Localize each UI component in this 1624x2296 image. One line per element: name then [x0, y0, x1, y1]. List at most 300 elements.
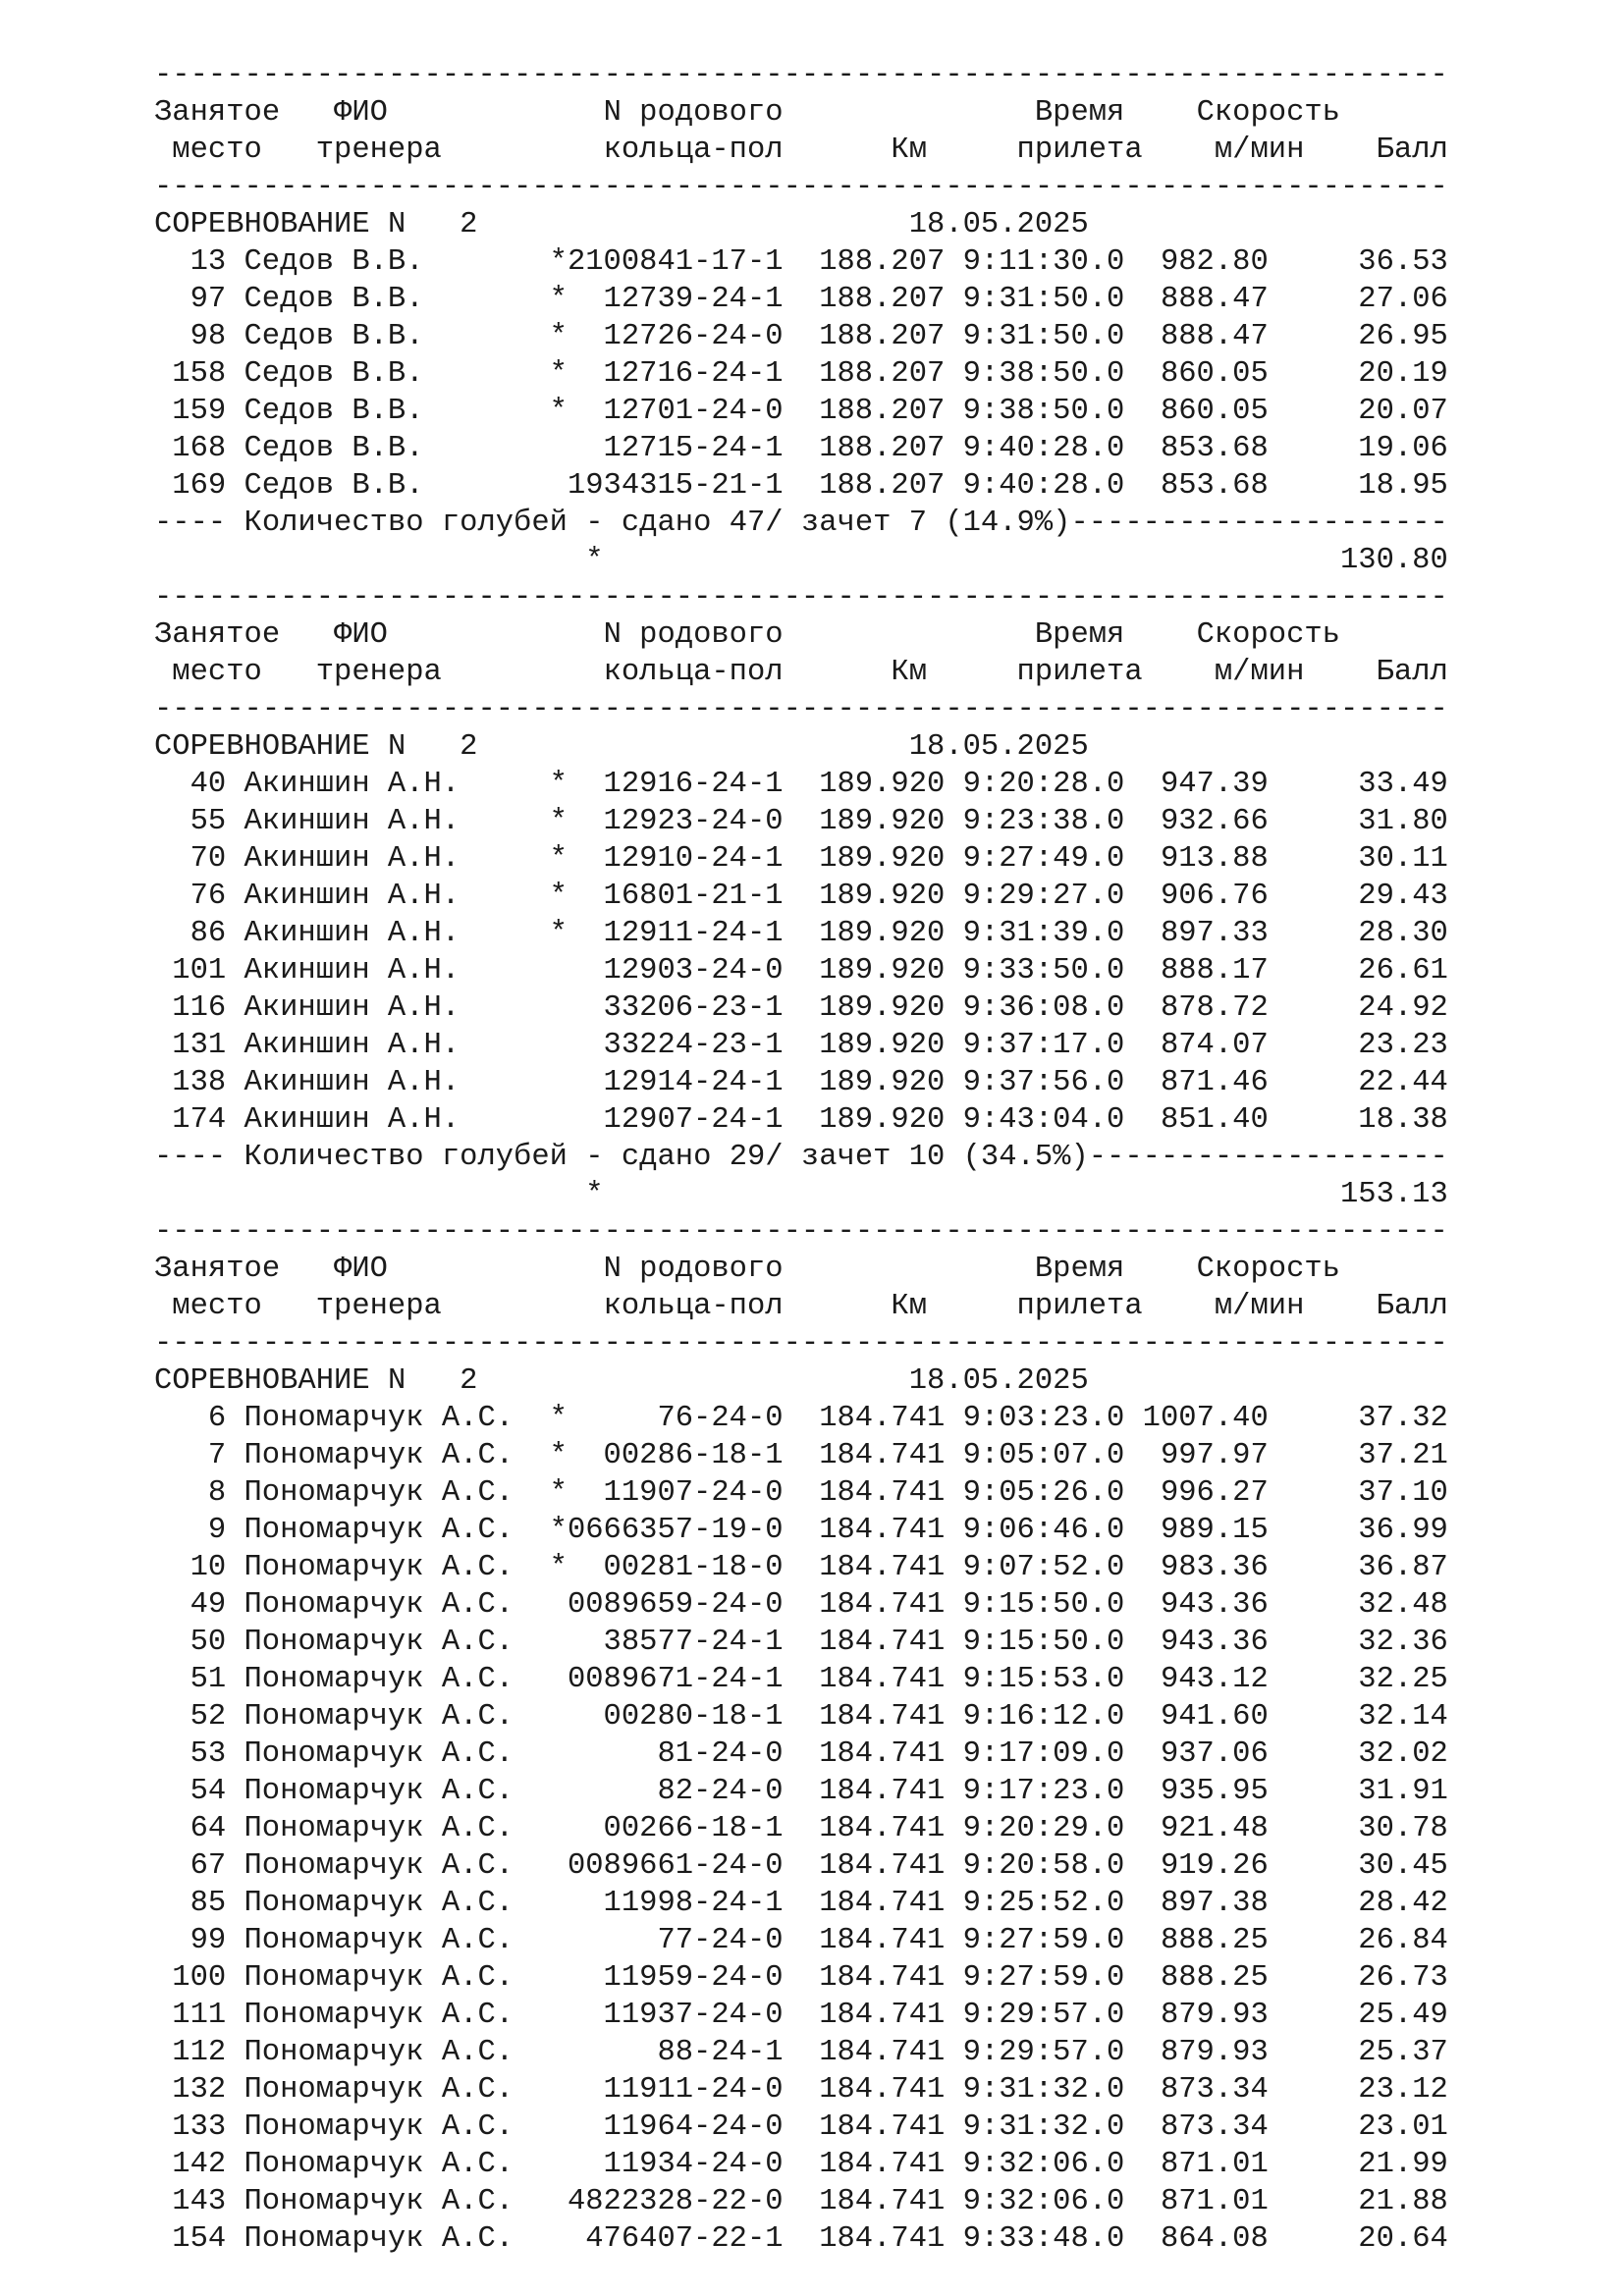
- time-cell: 9:31:50.0: [962, 283, 1125, 316]
- time-cell: 9:36:08.0: [962, 991, 1125, 1025]
- km-cell: 188.207: [819, 283, 946, 316]
- score-cell: 30.78: [1358, 1812, 1448, 1845]
- speed-cell: 932.66: [1160, 805, 1269, 838]
- competition-label: СОРЕВНОВАНИЕ N: [154, 1364, 406, 1398]
- ring-cell: 38577-24-1: [603, 1626, 784, 1659]
- ring-cell: 12916-24-1: [603, 768, 784, 801]
- ring-cell: 00266-18-1: [603, 1812, 784, 1845]
- speed-cell: 874.07: [1160, 1029, 1269, 1062]
- time-cell: 9:33:50.0: [962, 954, 1125, 988]
- trainer-name-cell: Акиншин А.Н.: [244, 805, 460, 838]
- place-cell: 13: [189, 245, 227, 279]
- score-cell: 32.48: [1358, 1588, 1448, 1622]
- header-place: Занятое: [154, 1253, 281, 1286]
- ring-cell: 12903-24-0: [603, 954, 784, 988]
- time-cell: 9:06:46.0: [962, 1514, 1125, 1547]
- place-cell: 100: [172, 1961, 227, 1995]
- header-time-2: прилета: [1016, 1290, 1143, 1323]
- km-cell: 184.741: [819, 1924, 946, 1957]
- speed-cell: 871.46: [1160, 1066, 1269, 1099]
- trainer-name-cell: Акиншин А.Н.: [244, 991, 460, 1025]
- score-cell: 20.64: [1358, 2222, 1448, 2256]
- ring-cell: 11937-24-0: [603, 1999, 784, 2032]
- ring-cell: 12726-24-0: [603, 320, 784, 353]
- speed-cell: 873.34: [1160, 2073, 1269, 2107]
- km-cell: 184.741: [819, 2185, 946, 2218]
- table-row: [154, 915, 1448, 952]
- km-cell: 188.207: [819, 357, 946, 391]
- place-cell: 111: [172, 1999, 227, 2032]
- score-cell: 18.38: [1358, 1103, 1448, 1137]
- time-cell: 9:15:53.0: [962, 1663, 1125, 1696]
- ring-cell: 00280-18-1: [603, 1700, 784, 1734]
- speed-cell: 888.25: [1160, 1924, 1269, 1957]
- total-mark: *: [585, 1178, 604, 1211]
- time-cell: 9:38:50.0: [962, 357, 1125, 391]
- header-row-1: [154, 1251, 1448, 1288]
- place-cell: 6: [207, 1402, 227, 1435]
- table-row: [154, 1810, 1448, 1847]
- time-cell: 9:05:07.0: [962, 1439, 1125, 1472]
- table-row: [154, 430, 1448, 467]
- ring-cell: 33224-23-1: [603, 1029, 784, 1062]
- table-row: [154, 281, 1448, 318]
- speed-cell: 935.95: [1160, 1775, 1269, 1808]
- trainer-name-cell: Пономарчук А.С.: [244, 1476, 514, 1510]
- score-cell: 21.99: [1358, 2148, 1448, 2181]
- place-cell: 101: [172, 954, 227, 988]
- speed-cell: 913.88: [1160, 842, 1269, 876]
- table-row: [154, 1512, 1448, 1549]
- trainer-name-cell: Акиншин А.Н.: [244, 842, 460, 876]
- score-cell: 36.53: [1358, 245, 1448, 279]
- time-cell: 9:15:50.0: [962, 1588, 1125, 1622]
- km-cell: 184.741: [819, 1999, 946, 2032]
- trainer-name-cell: Пономарчук А.С.: [244, 1849, 514, 1883]
- header-name-2: тренера: [315, 1290, 442, 1323]
- table-row: [154, 952, 1448, 989]
- ring-cell: 4822328-22-0: [567, 2185, 784, 2218]
- place-cell: 131: [172, 1029, 227, 1062]
- time-cell: 9:31:32.0: [962, 2073, 1125, 2107]
- trainer-name-cell: Пономарчук А.С.: [244, 1887, 514, 1920]
- ring-cell: 11998-24-1: [603, 1887, 784, 1920]
- header-place-2: место: [172, 133, 262, 167]
- header-name-2: тренера: [315, 656, 442, 689]
- ring-cell: 12911-24-1: [603, 917, 784, 950]
- header-name: ФИО: [334, 1253, 388, 1286]
- place-cell: 143: [172, 2185, 227, 2218]
- header-score: Балл: [1376, 1290, 1448, 1323]
- header-row-1: [154, 616, 1448, 654]
- header-ring-2: кольца-пол: [603, 656, 784, 689]
- header-time-2: прилета: [1016, 133, 1143, 167]
- mark-cell: *: [549, 1439, 568, 1472]
- speed-cell: 873.34: [1160, 2110, 1269, 2144]
- trainer-name-cell: Акиншин А.Н.: [244, 954, 460, 988]
- mark-cell: *: [549, 1476, 568, 1510]
- km-cell: 189.920: [819, 991, 946, 1025]
- competition-number: 2: [460, 208, 478, 241]
- km-cell: 184.741: [819, 1514, 946, 1547]
- place-cell: 138: [172, 1066, 227, 1099]
- table-row: [154, 2109, 1448, 2146]
- speed-cell: 860.05: [1160, 395, 1269, 428]
- speed-cell: 997.97: [1160, 1439, 1269, 1472]
- table-row: [154, 467, 1448, 505]
- time-cell: 9:15:50.0: [962, 1626, 1125, 1659]
- trainer-name-cell: Седов В.В.: [244, 245, 424, 279]
- km-cell: 184.741: [819, 1700, 946, 1734]
- speed-cell: 871.01: [1160, 2185, 1269, 2218]
- time-cell: 9:17:09.0: [962, 1737, 1125, 1771]
- separator-line: ------------------------------------------------------------------------: [154, 171, 1448, 204]
- score-cell: 36.99: [1358, 1514, 1448, 1547]
- trainer-name-cell: Седов В.В.: [244, 283, 424, 316]
- mark-cell: *: [549, 917, 568, 950]
- time-cell: 9:38:50.0: [962, 395, 1125, 428]
- ring-cell: 12739-24-1: [603, 283, 784, 316]
- place-cell: 8: [207, 1476, 227, 1510]
- ring-cell: 11934-24-0: [603, 2148, 784, 2181]
- speed-cell: 888.47: [1160, 320, 1269, 353]
- time-cell: 9:03:23.0: [962, 1402, 1125, 1435]
- trainer-name-cell: Седов В.В.: [244, 432, 424, 465]
- trainer-name-cell: Пономарчук А.С.: [244, 1551, 514, 1584]
- trainer-name-cell: Акиншин А.Н.: [244, 1103, 460, 1137]
- place-cell: 132: [172, 2073, 227, 2107]
- speed-cell: 879.93: [1160, 2036, 1269, 2069]
- table-row: [154, 2034, 1448, 2071]
- ring-cell: 76-24-0: [657, 1402, 784, 1435]
- competition-date: 18.05.2025: [908, 208, 1089, 241]
- score-cell: 30.45: [1358, 1849, 1448, 1883]
- table-row: [154, 2071, 1448, 2109]
- km-cell: 188.207: [819, 245, 946, 279]
- speed-cell: 989.15: [1160, 1514, 1269, 1547]
- speed-cell: 996.27: [1160, 1476, 1269, 1510]
- km-cell: 184.741: [819, 1961, 946, 1995]
- table-row: [154, 1698, 1448, 1735]
- ring-cell: 12910-24-1: [603, 842, 784, 876]
- km-cell: 184.741: [819, 1775, 946, 1808]
- header-place-2: место: [172, 1290, 262, 1323]
- place-cell: 67: [189, 1849, 227, 1883]
- speed-cell: 943.36: [1160, 1588, 1269, 1622]
- speed-cell: 941.60: [1160, 1700, 1269, 1734]
- place-cell: 142: [172, 2148, 227, 2181]
- header-score: Балл: [1376, 656, 1448, 689]
- trainer-name-cell: Акиншин А.Н.: [244, 880, 460, 913]
- place-cell: 49: [189, 1588, 227, 1622]
- ring-cell: 12716-24-1: [603, 357, 784, 391]
- time-cell: 9:29:27.0: [962, 880, 1125, 913]
- km-cell: 188.207: [819, 432, 946, 465]
- score-cell: 28.42: [1358, 1887, 1448, 1920]
- competition-label: СОРЕВНОВАНИЕ N: [154, 208, 406, 241]
- ring-cell: 12923-24-0: [603, 805, 784, 838]
- mark-cell: *: [549, 768, 568, 801]
- km-cell: 184.741: [819, 2073, 946, 2107]
- trainer-name-cell: Пономарчук А.С.: [244, 2073, 514, 2107]
- header-name: ФИО: [334, 96, 388, 130]
- km-cell: 189.920: [819, 954, 946, 988]
- trainer-name-cell: Пономарчук А.С.: [244, 1588, 514, 1622]
- km-cell: 184.741: [819, 2036, 946, 2069]
- header-place: Занятое: [154, 96, 281, 130]
- speed-cell: 888.25: [1160, 1961, 1269, 1995]
- table-row: [154, 1064, 1448, 1101]
- time-cell: 9:27:59.0: [962, 1961, 1125, 1995]
- km-cell: 189.920: [819, 805, 946, 838]
- separator-line: ------------------------------------------------------------------------: [154, 581, 1448, 614]
- speed-cell: 937.06: [1160, 1737, 1269, 1771]
- table-row: [154, 1101, 1448, 1139]
- speed-cell: 879.93: [1160, 1999, 1269, 2032]
- place-cell: 168: [172, 432, 227, 465]
- ring-cell: 00286-18-1: [603, 1439, 784, 1472]
- speed-cell: 888.47: [1160, 283, 1269, 316]
- time-cell: 9:31:39.0: [962, 917, 1125, 950]
- header-place-2: место: [172, 656, 262, 689]
- km-cell: 189.920: [819, 1066, 946, 1099]
- summary-dash-fill: --------------------: [1088, 1141, 1448, 1174]
- score-cell: 26.61: [1358, 954, 1448, 988]
- competition-date: 18.05.2025: [908, 1364, 1089, 1398]
- place-cell: 76: [189, 880, 227, 913]
- time-cell: 9:17:23.0: [962, 1775, 1125, 1808]
- place-cell: 85: [189, 1887, 227, 1920]
- time-cell: 9:37:56.0: [962, 1066, 1125, 1099]
- km-cell: 184.741: [819, 1439, 946, 1472]
- km-cell: 184.741: [819, 1402, 946, 1435]
- km-cell: 189.920: [819, 880, 946, 913]
- table-row: [154, 1735, 1448, 1773]
- km-cell: 188.207: [819, 320, 946, 353]
- ring-cell: 0089661-24-0: [567, 1849, 784, 1883]
- km-cell: 184.741: [819, 1626, 946, 1659]
- competition-date: 18.05.2025: [908, 730, 1089, 764]
- time-cell: 9:33:48.0: [962, 2222, 1125, 2256]
- place-cell: 55: [189, 805, 227, 838]
- speed-cell: 888.17: [1160, 954, 1269, 988]
- trainer-name-cell: Акиншин А.Н.: [244, 1029, 460, 1062]
- place-cell: 174: [172, 1103, 227, 1137]
- header-speed: Скорость: [1196, 618, 1340, 652]
- header-score: Балл: [1376, 133, 1448, 167]
- ring-cell: 82-24-0: [657, 1775, 784, 1808]
- competition-number: 2: [460, 730, 478, 764]
- header-name-2: тренера: [315, 133, 442, 167]
- time-cell: 9:40:28.0: [962, 432, 1125, 465]
- score-cell: 23.12: [1358, 2073, 1448, 2107]
- ring-cell: 88-24-1: [657, 2036, 784, 2069]
- trainer-name-cell: Седов В.В.: [244, 469, 424, 503]
- trainer-name-cell: Пономарчук А.С.: [244, 2185, 514, 2218]
- km-cell: 184.741: [819, 1737, 946, 1771]
- score-cell: 32.02: [1358, 1737, 1448, 1771]
- ring-cell: 33206-23-1: [603, 991, 784, 1025]
- trainer-name-cell: Пономарчук А.С.: [244, 2110, 514, 2144]
- mark-cell: *: [549, 320, 568, 353]
- score-cell: 23.23: [1358, 1029, 1448, 1062]
- table-row: [154, 2183, 1448, 2220]
- place-cell: 98: [189, 320, 227, 353]
- km-cell: 184.741: [819, 2110, 946, 2144]
- separator-line: ------------------------------------------------------------------------: [154, 1215, 1448, 1249]
- trainer-name-cell: Седов В.В.: [244, 320, 424, 353]
- km-cell: 184.741: [819, 1588, 946, 1622]
- speed-cell: 906.76: [1160, 880, 1269, 913]
- time-cell: 9:25:52.0: [962, 1887, 1125, 1920]
- summary-text: ---- Количество голубей - сдано 29/ зачет 10 (34.5%): [154, 1141, 1089, 1174]
- score-cell: 31.91: [1358, 1775, 1448, 1808]
- trainer-name-cell: Пономарчук А.С.: [244, 1439, 514, 1472]
- header-km: Км: [891, 1290, 928, 1323]
- km-cell: 188.207: [819, 469, 946, 503]
- header-time-2: прилета: [1016, 656, 1143, 689]
- ring-cell: 11911-24-0: [603, 2073, 784, 2107]
- header-ring-2: кольца-пол: [603, 1290, 784, 1323]
- time-cell: 9:27:49.0: [962, 842, 1125, 876]
- table-row: [154, 803, 1448, 840]
- ring-cell: 476407-22-1: [585, 2222, 784, 2256]
- time-cell: 9:32:06.0: [962, 2148, 1125, 2181]
- place-cell: 133: [172, 2110, 227, 2144]
- km-cell: 184.741: [819, 1476, 946, 1510]
- place-cell: 112: [172, 2036, 227, 2069]
- place-cell: 9: [207, 1514, 227, 1547]
- score-cell: 37.10: [1358, 1476, 1448, 1510]
- speed-cell: 897.33: [1160, 917, 1269, 950]
- speed-cell: 921.48: [1160, 1812, 1269, 1845]
- table-row: [154, 1661, 1448, 1698]
- speed-cell: 1007.40: [1142, 1402, 1269, 1435]
- table-row: [154, 1624, 1448, 1661]
- score-cell: 26.95: [1358, 320, 1448, 353]
- time-cell: 9:31:50.0: [962, 320, 1125, 353]
- summary-line: [154, 1139, 1448, 1176]
- speed-cell: 897.38: [1160, 1887, 1269, 1920]
- score-cell: 36.87: [1358, 1551, 1448, 1584]
- trainer-name-cell: Пономарчук А.С.: [244, 1700, 514, 1734]
- mark-cell: *: [549, 1402, 568, 1435]
- ring-cell: 11907-24-0: [603, 1476, 784, 1510]
- header-name: ФИО: [334, 618, 388, 652]
- speed-cell: 919.26: [1160, 1849, 1269, 1883]
- speed-cell: 947.39: [1160, 768, 1269, 801]
- time-cell: 9:43:04.0: [962, 1103, 1125, 1137]
- mark-cell: *: [549, 245, 568, 279]
- mark-cell: *: [549, 395, 568, 428]
- competition-line: [154, 728, 1448, 766]
- header-ring: N родового: [603, 96, 784, 130]
- trainer-name-cell: Пономарчук А.С.: [244, 2222, 514, 2256]
- place-cell: 53: [189, 1737, 227, 1771]
- table-row: [154, 878, 1448, 915]
- trainer-name-cell: Пономарчук А.С.: [244, 1924, 514, 1957]
- header-speed: Скорость: [1196, 1253, 1340, 1286]
- place-cell: 116: [172, 991, 227, 1025]
- header-place: Занятое: [154, 618, 281, 652]
- time-cell: 9:07:52.0: [962, 1551, 1125, 1584]
- header-speed-2: м/мин: [1214, 1290, 1305, 1323]
- table-row: [154, 1773, 1448, 1810]
- trainer-name-cell: Пономарчук А.С.: [244, 1775, 514, 1808]
- place-cell: 97: [189, 283, 227, 316]
- table-row: [154, 766, 1448, 803]
- score-cell: 29.43: [1358, 880, 1448, 913]
- trainer-name-cell: Седов В.В.: [244, 357, 424, 391]
- table-row: [154, 1549, 1448, 1586]
- summary-text: ---- Количество голубей - сдано 47/ зачет 7 (14.9%): [154, 507, 1071, 540]
- time-cell: 9:23:38.0: [962, 805, 1125, 838]
- ring-cell: 12715-24-1: [603, 432, 784, 465]
- time-cell: 9:32:06.0: [962, 2185, 1125, 2218]
- trainer-name-cell: Акиншин А.Н.: [244, 768, 460, 801]
- score-cell: 22.44: [1358, 1066, 1448, 1099]
- header-row-2: [154, 1288, 1448, 1325]
- place-cell: 50: [189, 1626, 227, 1659]
- km-cell: 189.920: [819, 842, 946, 876]
- mark-cell: *: [549, 1514, 568, 1547]
- time-cell: 9:20:28.0: [962, 768, 1125, 801]
- trainer-name-cell: Пономарчук А.С.: [244, 1961, 514, 1995]
- place-cell: 7: [207, 1439, 227, 1472]
- time-cell: 9:27:59.0: [962, 1924, 1125, 1957]
- score-cell: 26.84: [1358, 1924, 1448, 1957]
- trainer-name-cell: Пономарчук А.С.: [244, 2036, 514, 2069]
- score-cell: 32.36: [1358, 1626, 1448, 1659]
- time-cell: 9:37:17.0: [962, 1029, 1125, 1062]
- table-row: [154, 1027, 1448, 1064]
- place-cell: 40: [189, 768, 227, 801]
- ring-cell: 2100841-17-1: [567, 245, 784, 279]
- trainer-name-cell: Пономарчук А.С.: [244, 2148, 514, 2181]
- score-cell: 20.19: [1358, 357, 1448, 391]
- total-score: 153.13: [1339, 1178, 1448, 1211]
- table-row: [154, 1437, 1448, 1474]
- speed-cell: 983.36: [1160, 1551, 1269, 1584]
- km-cell: 189.920: [819, 768, 946, 801]
- score-cell: 18.95: [1358, 469, 1448, 503]
- summary-dash-fill: ---------------------: [1070, 507, 1448, 540]
- time-cell: 9:20:29.0: [962, 1812, 1125, 1845]
- header-time: Время: [1034, 618, 1125, 652]
- place-cell: 159: [172, 395, 227, 428]
- place-cell: 158: [172, 357, 227, 391]
- time-cell: 9:16:12.0: [962, 1700, 1125, 1734]
- header-time: Время: [1034, 1253, 1125, 1286]
- summary-line: [154, 505, 1448, 542]
- competition-label: СОРЕВНОВАНИЕ N: [154, 730, 406, 764]
- speed-cell: 871.01: [1160, 2148, 1269, 2181]
- trainer-name-cell: Пономарчук А.С.: [244, 1663, 514, 1696]
- ring-cell: 0089659-24-0: [567, 1588, 784, 1622]
- table-row: [154, 1885, 1448, 1922]
- place-cell: 64: [189, 1812, 227, 1845]
- score-cell: 25.49: [1358, 1999, 1448, 2032]
- time-cell: 9:20:58.0: [962, 1849, 1125, 1883]
- km-cell: 184.741: [819, 1812, 946, 1845]
- ring-cell: 0666357-19-0: [567, 1514, 784, 1547]
- competition-line: [154, 206, 1448, 243]
- trainer-name-cell: Акиншин А.Н.: [244, 917, 460, 950]
- time-cell: 9:31:32.0: [962, 2110, 1125, 2144]
- score-cell: 21.88: [1358, 2185, 1448, 2218]
- ring-cell: 12907-24-1: [603, 1103, 784, 1137]
- table-row: [154, 1586, 1448, 1624]
